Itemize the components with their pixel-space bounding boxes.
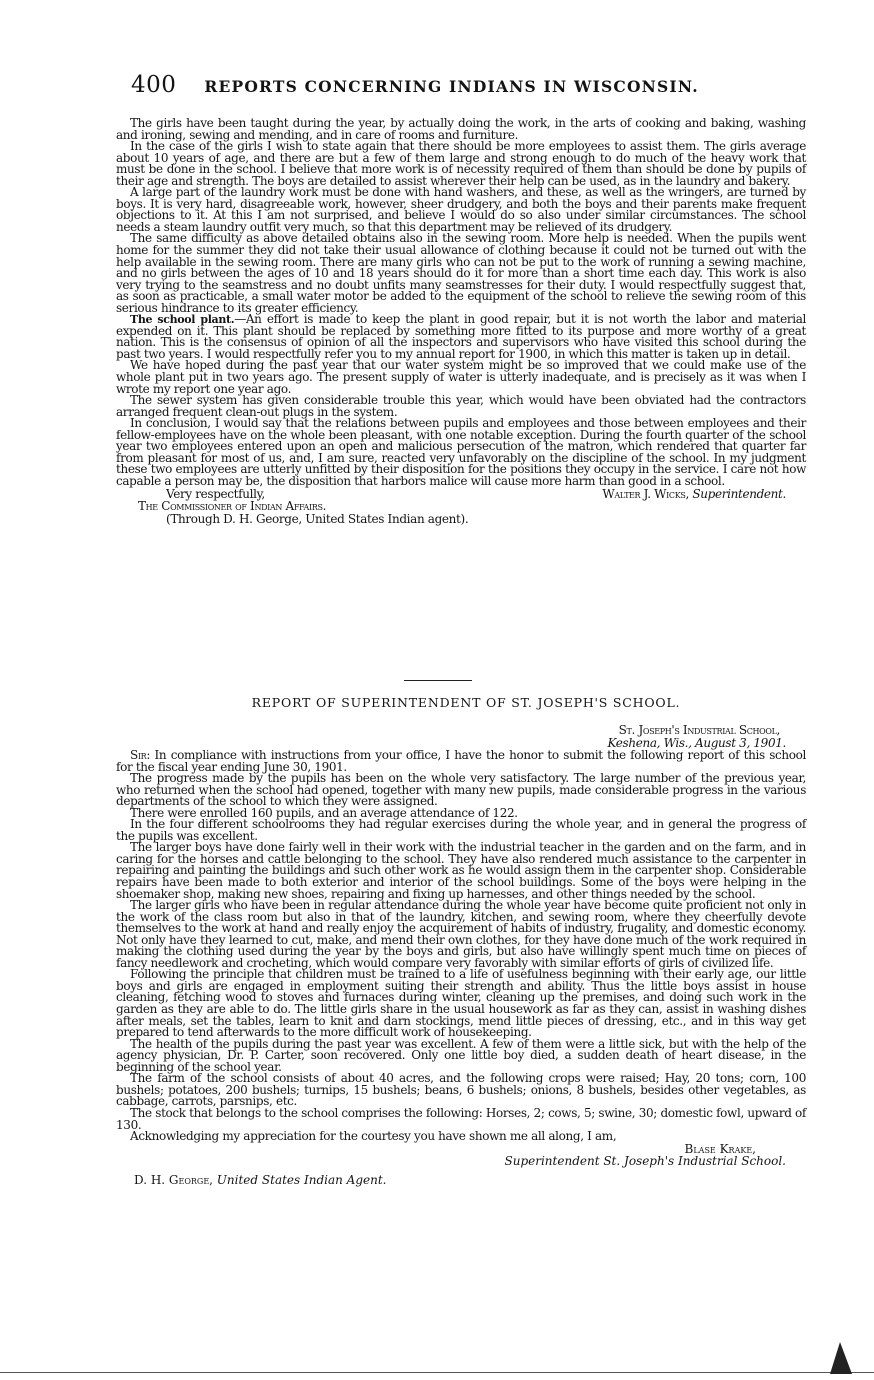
paragraph: There were enrolled 160 pupils, and an average attendance of 122. xyxy=(130,805,518,820)
report-st-josephs xyxy=(116,724,806,1187)
signature xyxy=(602,488,806,501)
paragraph: The stock that belongs to the school comprises the following: Horses, 2; cows, 5; swine, 30; domestic fowl, upward of 130. xyxy=(116,1105,806,1132)
paragraph: Sir: In compliance with instructions from your office, I have the honor to submit the following report of this school for the fiscal year ending June 30, 1901. xyxy=(116,748,806,774)
signer-name: Walter J. Wicks, xyxy=(602,486,689,501)
paragraph: The sewer system has given considerable trouble this year, which would have been obviated had the contractors arranged frequent clean-out plugs in the system. xyxy=(116,393,806,419)
paragraph: Acknowledging my appreciation for the courtesy you have shown me all along, I am, xyxy=(130,1129,617,1144)
addressee-name: D. H. George, xyxy=(134,1172,213,1187)
paragraph: Following the principle that children must be trained to a life of usefulness beginning with their early age, our little boys and girls are engaged in employment suiting their strength and ability. Thus the little boys assist in house cleaning, fetching wood to stoves and furnaces during winter, cleaning up the premises, and doing such work in the garden as they are able to do. The little girls share in the usual housework as far as they can, assist in washing dishes after meals, set the tables, learn to knit and darn stockings, mend little pieces of dressing, etc., and in this way get prepared to tend afterwards to the more difficult work of housekeeping. xyxy=(116,967,806,1040)
signer-title: Superintendent St. Joseph's Industrial School. xyxy=(504,1154,786,1169)
section-divider xyxy=(404,680,472,681)
paragraph: We have hoped during the past year that our water system might be so improved that we could make use of the whole plant put in two years ago. The present supply of water is utterly inadequate, and is precisely as it was when I wrote my report one year ago. xyxy=(116,358,806,396)
report-wicks xyxy=(116,118,806,526)
scan-artifact xyxy=(830,1342,852,1374)
signer-name: Blase Krake, xyxy=(684,1141,756,1156)
paragraph-lead: The school plant. xyxy=(130,313,235,327)
paragraph: The progress made by the pupils has been on the whole very satisfactory. The large number of the previous year, who returned when the school had opened, together with many new pupils, made considerable progress in the various departments of the school to which they were assigned. xyxy=(116,771,806,809)
paragraph: The health of the pupils during the past year was excellent. A few of them were a little sick, but with the help of the agency physician, Dr. P. Carter, soon recovered. Only one little boy died, a sudden death of heart disease, in the beginning of the school year. xyxy=(116,1036,806,1074)
paragraph: The same difficulty as above detailed obtains also in the sewing room. More help is needed. When the pupils went home for the summer they did not take their usual allowance of clothing because it could not be turned out with the help available in the sewing room. There are many girls who can not be put to the work of running a sewing machine, and no girls between the ages of 10 and 18 years should do it for more than a short time each day. This work is also very trying to the seamstress and no doubt unfits many seamstresses for their duty. I would respectfully suggest that, as soon as practicable, a small water motor be added to the equipment of the school to relieve the sewing room of this serious hindrance to its greater efficiency. xyxy=(116,231,806,315)
scan-edge-line xyxy=(0,1372,874,1373)
school-line: St. Joseph's Industrial School, xyxy=(618,723,780,737)
salutation: Sir: xyxy=(130,748,151,762)
paragraph: The larger boys have done fairly well in their work with the industrial teacher in the garden and on the farm, and in caring for the horses and cattle belonging to the school. They have also rendered much assistance to the carpenter in repairing and painting the buildings and such other work as he would assign them in the carpenter shop. Considerable repairs have been made to both exterior and interior of the school buildings. Some of the boys were helping in the shoemaker shop, making new shoes, repairing and fixing up harnesses, and other things needed by the school. xyxy=(116,840,806,901)
running-head-title: REPORTS CONCERNING INDIANS IN WISCONSIN. xyxy=(204,77,699,96)
paragraph: In the four different schoolrooms they had regular exercises during the whole year, and in general the progress of the pupils was excellent. xyxy=(116,817,806,843)
paragraph: The girls have been taught during the year, by actually doing the work, in the arts of cooking and baking, washing and ironing, sewing and mending, and in care of rooms and furniture. xyxy=(116,116,806,142)
section-title: REPORT OF SUPERINTENDENT OF ST. JOSEPH'S SCHOOL. xyxy=(251,695,681,710)
place-date: Keshena, Wis., August 3, 1901. xyxy=(607,736,786,750)
page-number: 400 xyxy=(131,72,177,98)
paragraph: The farm of the school consists of about 40 acres, and the following crops were raised; Hay, 20 tons; corn, 100 bushels; potatoes, 200 bushels; turnips, 15 bushels; beans, 6 bushels; onions, 8 bushels, besides other vegetables, as cabbage, carrots, parsnips, etc. xyxy=(116,1071,806,1109)
addressee-note: (Through D. H. George, United States Indian agent). xyxy=(166,512,469,526)
paragraph: The larger girls who have been in regular attendance during the whole year have become quite proficient not only in the work of the class room but also in that of the laundry, kitchen, and sewing room, where they cheerfully devote themselves to the work at hand and really enjoy the acquirement of habits of industry, frugality, and domestic economy. Not only have they learned to cut, make, and mend their own clothes, for they have done much of the work required in making the clothing used during the year by the boys and girls, but also have willingly spent much time on pieces of fancy needlework and crocheting, which would compare very favorably with similar efforts of girls of civilized life. xyxy=(116,898,806,970)
closing-salutation: Very respectfully, xyxy=(166,486,265,501)
paragraph: The school plant.—An effort is made to keep the plant in good repair, but it is not worth the labor and material expended on it. This plant should be replaced by something more fitted to its purpose and more worthy of a great nation. This is the consensus of opinion of all the inspectors and supervisors who have visited this school during the past two years. I would respectfully refer you to my annual report for 1900, in which this matter is taken up in detail. xyxy=(116,312,806,361)
paragraph: A large part of the laundry work must be done with hand washers, and these, as well as the wringers, are turned by boys. It is very hard, disagreeable work, however, sheer drudgery, and both the boys and their parents make frequent objections to it. At this I am not surprised, and believe I would do so also under similar circumstances. The school needs a steam laundry outfit very much, so that this department may be relieved of its drudgery. xyxy=(116,185,806,234)
scan-edge xyxy=(0,1368,874,1380)
paragraph: In conclusion, I would say that the relations between pupils and employees and those between employees and their fellow-employees have on the whole been pleasant, with one notable exception. During the fourth quarter of the school year two employees entered upon an open and malicious persecution of the matron, which rendered that quarter far from pleasant for most of us, and, I am sure, reacted very unfavorably on the discipline of the school. In my judgment these two employees are utterly unfitted by their disposition for the positions they occupy in the service. I care not how capable a person may be, the disposition that harbors malice will cause more harm than good in a school. xyxy=(116,416,806,488)
paragraph: In the case of the girls I wish to state again that there should be more employees to assist them. The girls average about 10 years of age, and there are but a few of them large and strong enough to do much of the heavy work that must be done in the school. I believe that more work is of necessity required of them than should be done by pupils of their age and strength. The boys are detailed to assist wherever their help can be used, as in the laundry and bakery. xyxy=(116,139,806,188)
addressee xyxy=(116,1174,806,1187)
running-head xyxy=(131,72,711,102)
addressee-title: United States Indian Agent. xyxy=(216,1172,387,1187)
signer-title: Superintendent. xyxy=(692,486,786,501)
addressee: The Commissioner of Indian Affairs. xyxy=(138,499,327,513)
